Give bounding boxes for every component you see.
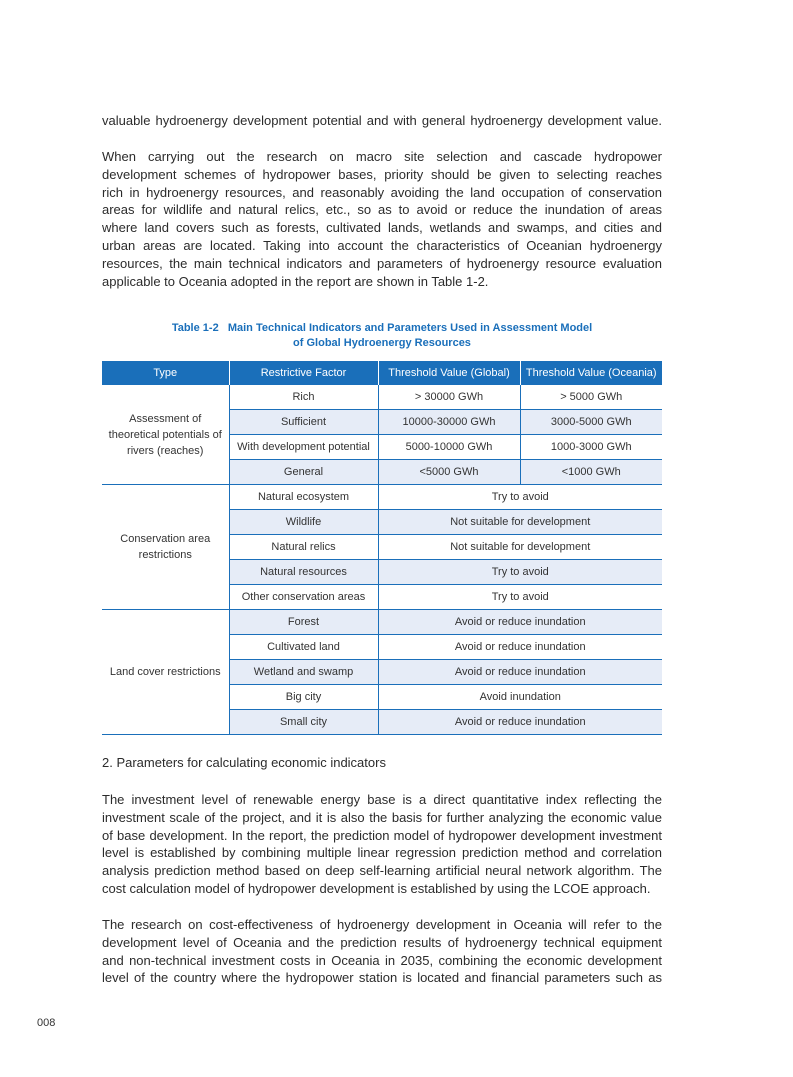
global-value-cell: <5000 GWh	[378, 460, 520, 485]
factor-cell: Wildlife	[229, 510, 378, 535]
text-line: rich in hydroenergy resources, and reasonably avoiding the land occupation of conservation	[102, 184, 662, 200]
text-line: level is established by combining multiple linear regression prediction method and correlation	[102, 845, 662, 861]
text-line: The research on cost-effectiveness of hydroenergy development in Oceania will refer to the	[102, 917, 662, 932]
section-heading: 2. Parameters for calculating economic indicators	[102, 755, 386, 770]
site-selection-paragraph	[102, 148, 662, 290]
global-value-cell: 5000-10000 GWh	[378, 435, 520, 460]
factor-cell: General	[229, 460, 378, 485]
factor-cell: Other conservation areas	[229, 585, 378, 610]
type-cell: Assessment of theoretical potentials of rivers (reaches)	[102, 385, 229, 485]
global-value-cell: > 30000 GWh	[378, 385, 520, 410]
text-line: urban areas are located. Taking into account the characteristics of Oceanian hydroenergy	[102, 237, 662, 253]
factor-cell: Natural resources	[229, 560, 378, 585]
factor-cell: Big city	[229, 685, 378, 710]
type-cell: Conservation area restrictions	[102, 485, 229, 610]
threshold-value-cell: Avoid or reduce inundation	[378, 660, 662, 685]
threshold-value-cell: Avoid or reduce inundation	[378, 635, 662, 660]
table-header-row	[102, 361, 662, 385]
investment-paragraph	[102, 791, 662, 898]
page-number: 008	[37, 1017, 56, 1029]
factor-cell: Sufficient	[229, 410, 378, 435]
factor-cell: Wetland and swamp	[229, 660, 378, 685]
factor-cell: Natural relics	[229, 535, 378, 560]
type-cell: Land cover restrictions	[102, 610, 229, 735]
text-line: The investment level of renewable energy base is a direct quantitative index reflecting the	[102, 792, 662, 807]
table-row	[102, 485, 662, 510]
threshold-value-cell: Try to avoid	[378, 560, 662, 585]
factor-cell: Forest	[229, 610, 378, 635]
text-line: investment scale of the project, and it is also the basis for further analyzing the economic value	[102, 809, 662, 825]
indicators-table	[102, 361, 662, 735]
threshold-value-cell: Try to avoid	[378, 485, 662, 510]
table-caption-line: of Global Hydroenergy Resources	[293, 337, 471, 349]
oceania-value-cell: > 5000 GWh	[520, 385, 662, 410]
text-line: valuable hydroenergy development potential and with general hydroenergy development value.	[102, 113, 662, 128]
oceania-value-cell: 1000-3000 GWh	[520, 435, 662, 460]
cost-effectiveness-paragraph	[102, 916, 662, 987]
table-row	[102, 385, 662, 410]
table-caption	[102, 321, 662, 351]
text-line: level of the country where the hydropower station is located and financial parameters such as	[102, 970, 662, 986]
text-line: development schemes of hydropower bases, priority should be given to selecting reaches	[102, 166, 662, 182]
table-caption-line: Table 1-2 Main Technical Indicators and Parameters Used in Assessment Model	[171, 322, 593, 334]
text-line: When carrying out the research on macro site selection and cascade hydropower	[102, 149, 662, 164]
global-value-cell: 10000-30000 GWh	[378, 410, 520, 435]
factor-cell: Rich	[229, 385, 378, 410]
threshold-value-cell: Not suitable for development	[378, 510, 662, 535]
header-restrictive-factor: Restrictive Factor	[229, 361, 378, 385]
text-line: and non-technical investment costs in Oceania in 2035, combining the economic development	[102, 952, 662, 968]
header-type: Type	[102, 361, 229, 385]
text-line: where land covers such as forests, cultivated lands, wetlands and swamps, and cities and	[102, 220, 662, 236]
factor-cell: Small city	[229, 710, 378, 735]
threshold-value-cell: Try to avoid	[378, 585, 662, 610]
text-line: resources, the main technical indicators and parameters of hydroenergy resource evaluation	[102, 255, 662, 271]
factor-cell: Natural ecosystem	[229, 485, 378, 510]
text-line: development level of Oceania and the prediction results of hydroenergy technical equipment	[102, 934, 662, 950]
factor-cell: With development potential	[229, 435, 378, 460]
oceania-value-cell: 3000-5000 GWh	[520, 410, 662, 435]
threshold-value-cell: Avoid or reduce inundation	[378, 710, 662, 735]
text-line: of base development. In the report, the prediction model of hydropower development investment	[102, 827, 662, 843]
text-line: applicable to Oceania adopted in the report are shown in Table 1-2.	[102, 273, 489, 289]
threshold-value-cell: Avoid or reduce inundation	[378, 610, 662, 635]
table-row	[102, 610, 662, 635]
text-line: analysis prediction method based on deep self-learning artificial neural network algorithm. The	[102, 863, 662, 879]
header-threshold-global: Threshold Value (Global)	[378, 361, 520, 385]
threshold-value-cell: Avoid inundation	[378, 685, 662, 710]
threshold-value-cell: Not suitable for development	[378, 535, 662, 560]
factor-cell: Cultivated land	[229, 635, 378, 660]
oceania-value-cell: <1000 GWh	[520, 460, 662, 485]
intro-paragraph	[102, 112, 662, 130]
text-line: areas for wildlife and natural relics, etc., so as to avoid or reduce the inundation of areas	[102, 202, 662, 218]
text-line: cost calculation model of hydropower development is established by using the LCOE approach.	[102, 880, 651, 896]
header-threshold-oceania: Threshold Value (Oceania)	[520, 361, 662, 385]
